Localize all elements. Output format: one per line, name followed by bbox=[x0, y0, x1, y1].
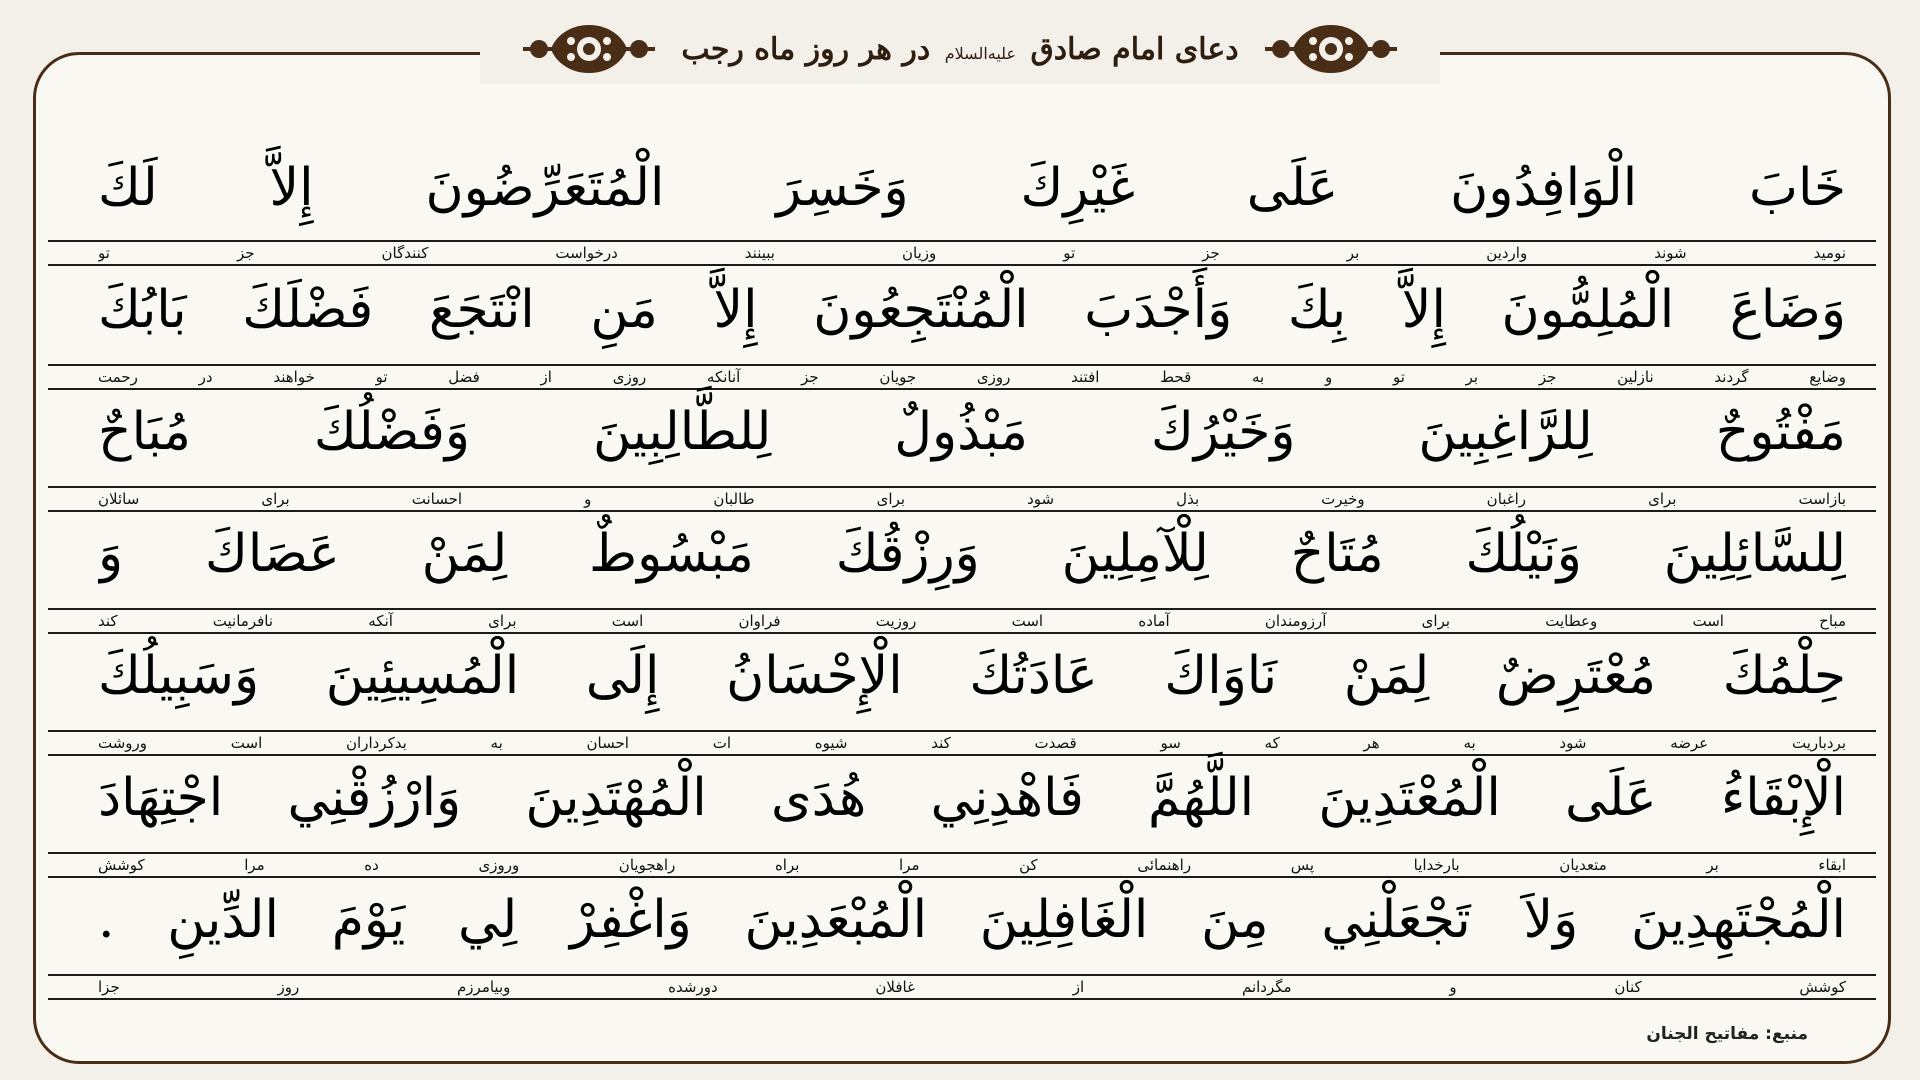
persian-translation: مباح است وعطایت برای آرزومندان آماده است روزیت فراوان است برای آنکه نافرمانیت کند bbox=[98, 612, 1846, 630]
left-ornament-icon bbox=[519, 19, 659, 79]
persian-translation: بازاست برای راغبان وخیرت بذل شود برای طالبان و احسانت برای سائلان bbox=[98, 490, 1846, 508]
right-ornament-icon bbox=[1261, 19, 1401, 79]
persian-translation: نومید شوند واردین بر جز تو وزیان ببینند درخواست کنندگان جز تو bbox=[98, 244, 1846, 262]
arabic-verse: خَابَ الْوَافِدُونَ عَلَى غَيْرِكَ وَخَسِرَ الْمُتَعَرِّضُونَ إِلاَّ لَكَ bbox=[98, 158, 1846, 218]
source-credit: منبع: مفاتیح الجنان bbox=[1646, 1024, 1808, 1044]
persian-translation: وضایع گردند نازلین جز بر تو و به قحط افتند روزی جویان جز آنانکه روزی از فضل تو خواهند در رحمت bbox=[98, 368, 1846, 386]
persian-translation: کوشش کنان و مگردانم از غافلان دورشده وبیامرزم روز جزا bbox=[98, 978, 1846, 996]
header bbox=[480, 14, 1440, 84]
arabic-verse: وَضَاعَ الْمُلِمُّونَ إِلاَّ بِكَ وَأَجْدَبَ الْمُنْتَجِعُونَ إِلاَّ مَنِ انْتَجَعَ فَضْلَكَ بَابُكَ bbox=[98, 280, 1846, 340]
arabic-verse: مَفْتُوحٌ لِلرَّاغِبِينَ وَخَيْرُكَ مَبْذُولٌ لِلطَّالِبِينَ وَفَضْلُكَ مُبَاحٌ bbox=[98, 402, 1846, 462]
arabic-verse: حِلْمُكَ مُعْتَرِضٌ لِمَنْ نَاوَاكَ عَادَتُكَ الْإِحْسَانُ إِلَى الْمُسِيئِينَ وَسَبِيلُكَ bbox=[98, 646, 1846, 706]
arabic-verse: لِلسَّائِلِينَ وَنَيْلُكَ مُتَاحٌ لِلْآمِلِينَ وَرِزْقُكَ مَبْسُوطٌ لِمَنْ عَصَاكَ وَ bbox=[98, 524, 1846, 584]
persian-translation: بردباریت عرضه شود به هر که سو قصدت کند شیوه ات احسان به بدکرداران است وروشت bbox=[98, 734, 1846, 752]
title-honorific: علیه‌السلام bbox=[944, 43, 1017, 63]
persian-translation: ابقاء بر متعدیان بارخدایا پس راهنمائی کن مرا براه راهجویان وروزی ده مرا کوشش bbox=[98, 856, 1846, 874]
arabic-verse: الْمُجْتَهِدِينَ وَلاَ تَجْعَلْنِي مِنَ الْغَافِلِينَ الْمُبْعَدِينَ وَاغْفِرْ لِي يَوْمَ الدِّينِ . bbox=[98, 890, 1846, 950]
title-rest: در هر روز ماه رجب bbox=[681, 31, 931, 67]
arabic-verse: الْإِبْقَاءُ عَلَى الْمُعْتَدِينَ اللَّهُمَّ فَاهْدِنِي هُدَى الْمُهْتَدِينَ وَارْزُقْنِي اجْتِهَادَ bbox=[98, 768, 1846, 828]
title-main: دعای امام صادق bbox=[1030, 31, 1239, 67]
prayer-title bbox=[675, 32, 1244, 67]
